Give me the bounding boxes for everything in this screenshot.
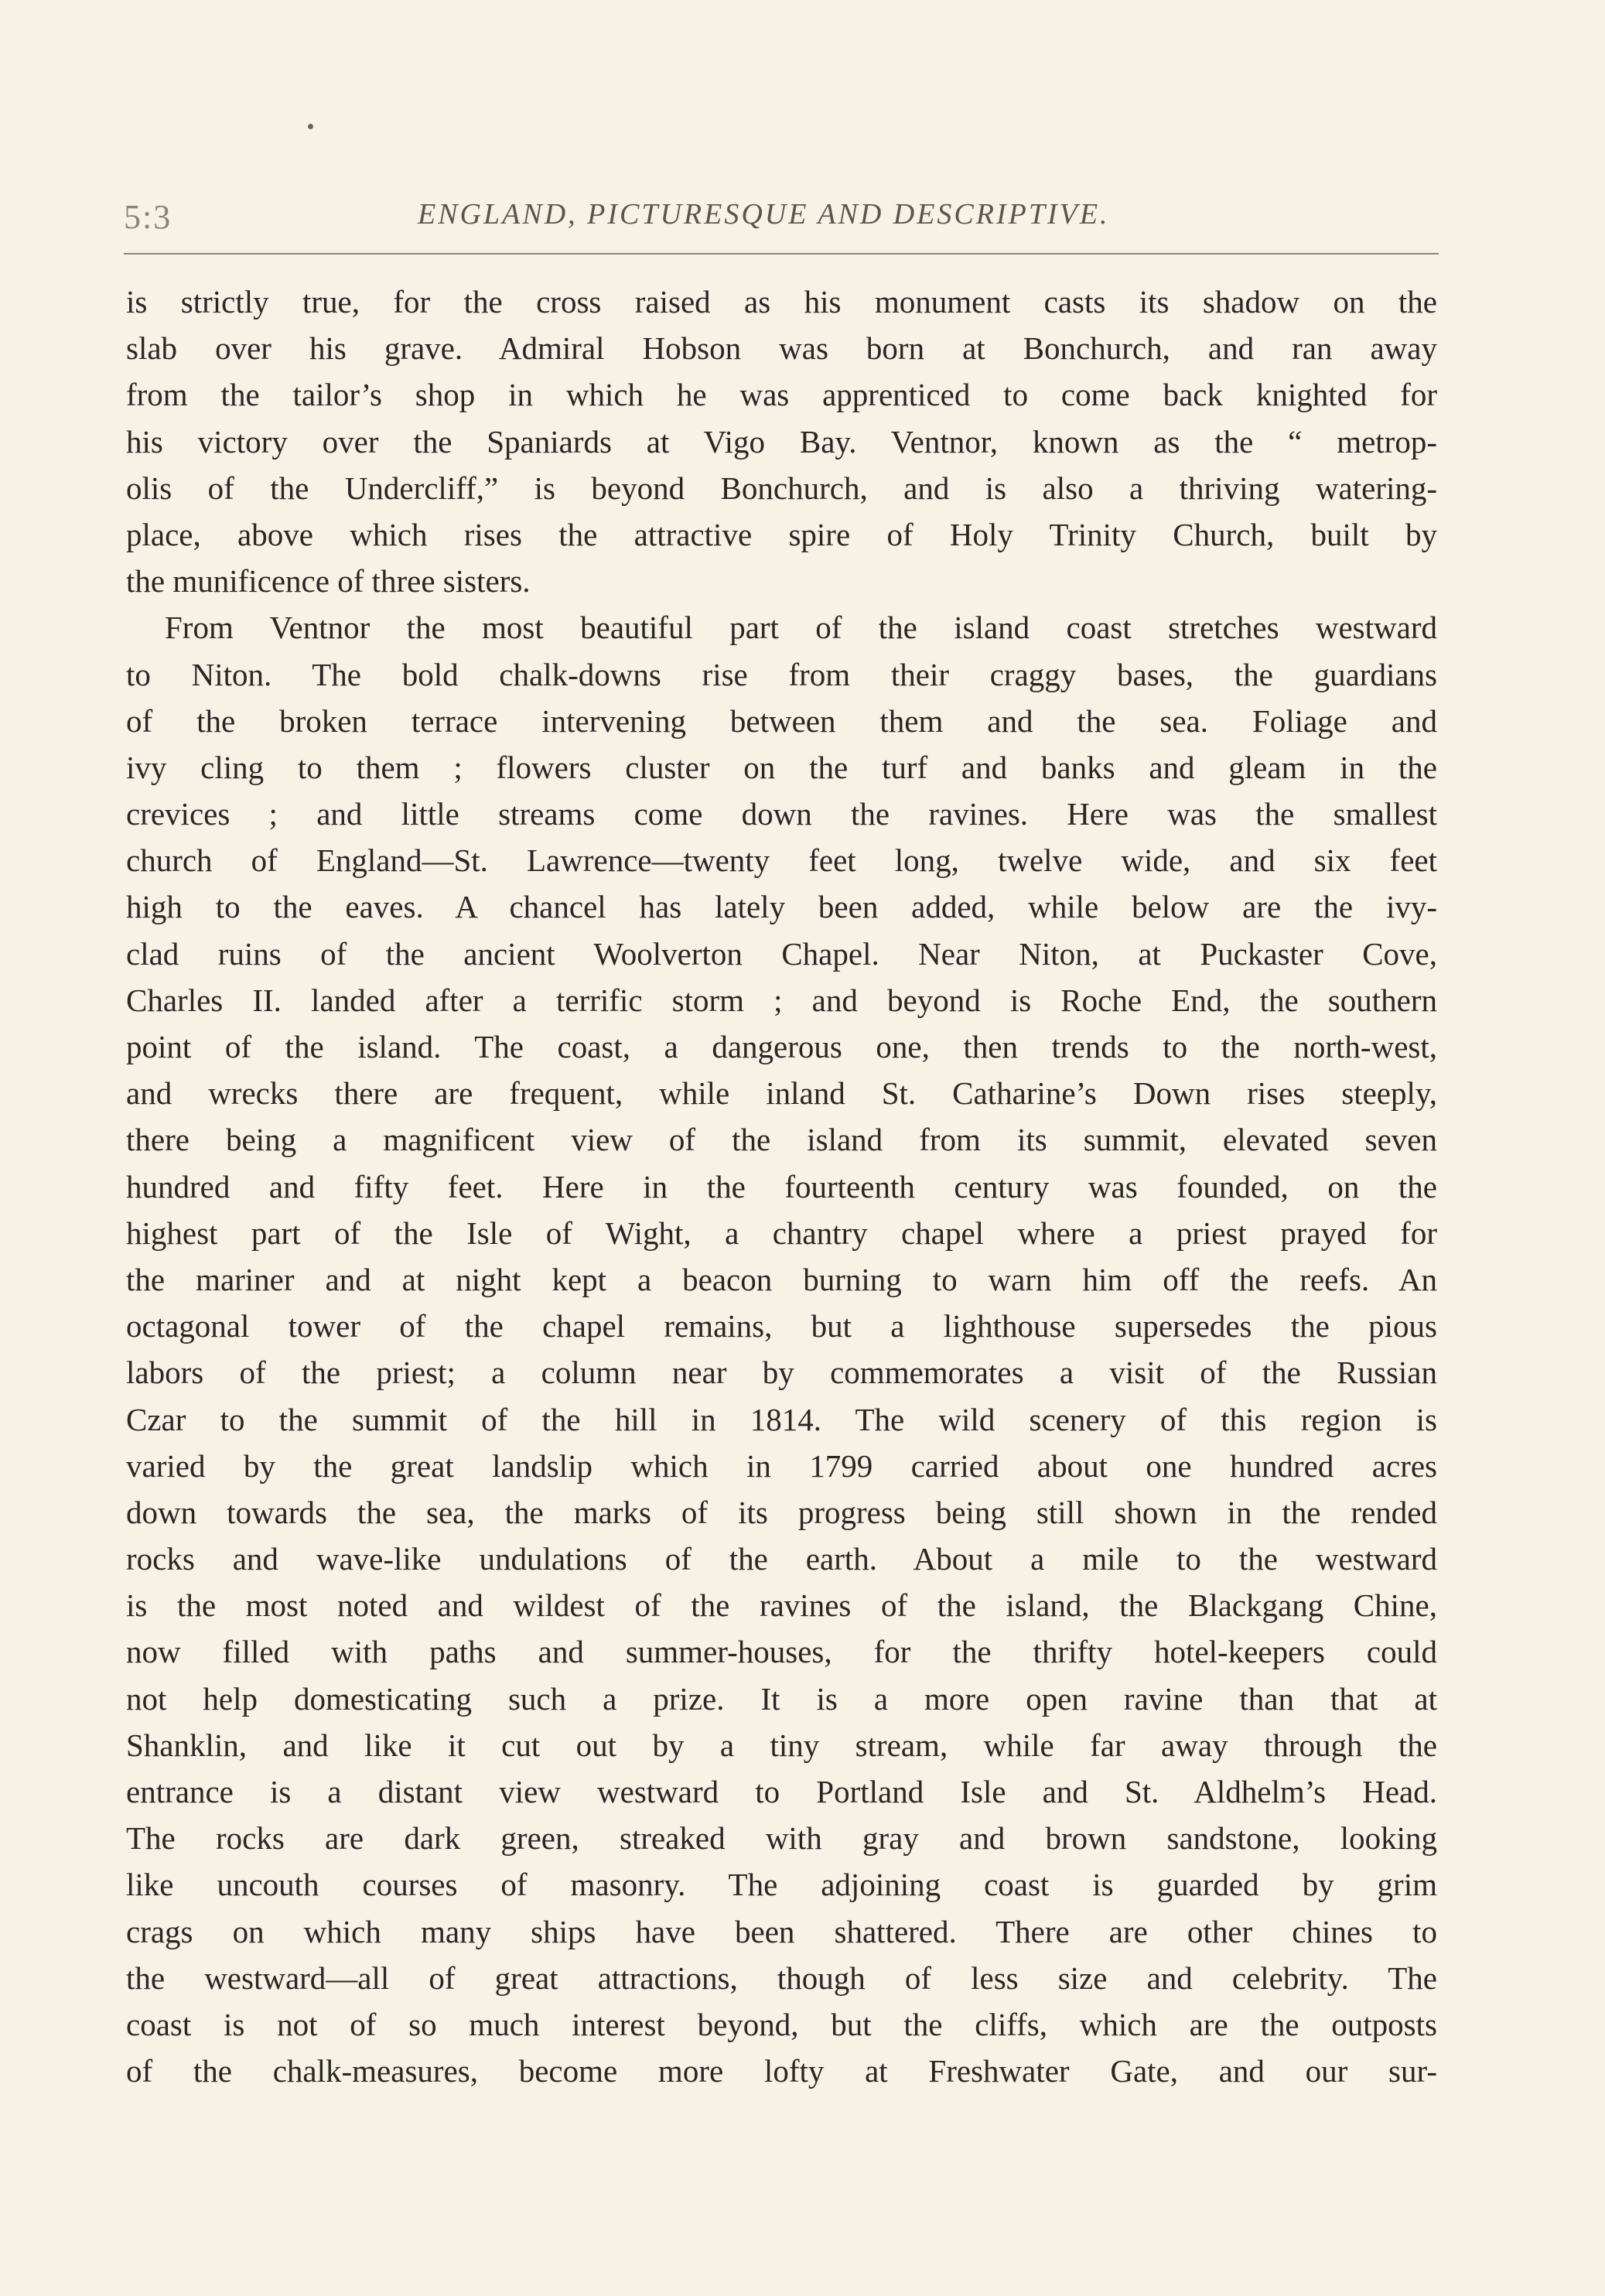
text-line: of the chalk-measures, become more lofty at Freshwater Gate, and our sur- xyxy=(126,2053,1437,2089)
text-line: highest part of the Isle of Wight, a chantry chapel where a priest prayed for xyxy=(126,1215,1437,1251)
text-line: clad ruins of the ancient Woolverton Chapel. Near Niton, at Puckaster Cove, xyxy=(126,935,1437,972)
text-line: down towards the sea, the marks of its progress being still shown in the rended xyxy=(126,1494,1437,1530)
text-line: coast is not of so much interest beyond, but the cliffs, which are the outposts xyxy=(126,2006,1437,2042)
text-line: crags on which many ships have been shattered. There are other chines to xyxy=(126,1913,1437,1949)
text-line: hundred and fifty feet. Here in the fourteenth century was founded, on the xyxy=(126,1168,1437,1204)
text-line: entrance is a distant view westward to Portland Isle and St. Aldhelm’s Head. xyxy=(126,1774,1437,1809)
text-line: olis of the Undercliff,” is beyond Bonchurch, and is also a thriving watering- xyxy=(126,470,1437,506)
text-line: Czar to the summit of the hill in 1814. The wild scenery of this region is xyxy=(126,1401,1437,1437)
text-line: crevices ; and little streams come down the ravines. Here was the smallest xyxy=(126,796,1437,832)
text-line: church of England—St. Lawrence—twenty feet long, twelve wide, and six feet xyxy=(126,842,1437,879)
text-line: The rocks are dark green, streaked with gray and brown sandstone, looking xyxy=(126,1820,1437,1857)
running-header xyxy=(124,197,1439,244)
text-line: to Niton. The bold chalk-downs rise from their craggy bases, the guardians xyxy=(126,656,1437,692)
text-line: not help domesticating such a prize. It is a more open ravine than that at xyxy=(126,1680,1437,1717)
paragraph-start-line: From Ventnor the most beautiful part of the island coast stretches westward xyxy=(165,610,1437,646)
body-text xyxy=(126,278,1437,2094)
text-line: like uncouth courses of masonry. The adjoining coast is guarded by grim xyxy=(126,1867,1437,1903)
text-line: rocks and wave-like undulations of the earth. About a mile to the westward xyxy=(126,1541,1437,1577)
text-line: ivy cling to them ; flowers cluster on the turf and banks and gleam in the xyxy=(126,749,1437,785)
text-line: is strictly true, for the cross raised as his monument casts its shadow on the xyxy=(126,284,1437,319)
text-line: labors of the priest; a column near by commemorates a visit of the Russian xyxy=(126,1355,1437,1391)
text-line: place, above which rises the attractive spire of Holy Trinity Church, built by xyxy=(126,516,1437,552)
text-line: his victory over the Spaniards at Vigo Bay. Ventnor, known as the “ metrop- xyxy=(126,423,1437,460)
text-line: Charles II. landed after a terrific storm ; and beyond is Roche End, the southern xyxy=(126,982,1437,1018)
running-title: ENGLAND, PICTURESQUE AND DESCRIPTIVE. xyxy=(418,198,1110,231)
ink-speck xyxy=(308,124,313,129)
header-rule xyxy=(124,253,1439,255)
text-line: varied by the great landslip which in 1799 carried about one hundred acres xyxy=(126,1447,1437,1484)
text-line: the mariner and at night kept a beacon burning to warn him off the reefs. An xyxy=(126,1261,1437,1297)
text-line: of the broken terrace intervening between them and the sea. Foliage and xyxy=(126,702,1437,739)
text-line: high to the eaves. A chancel has lately been added, while below are the ivy- xyxy=(126,889,1437,925)
text-line: the munificence of three sisters. xyxy=(126,563,531,600)
text-line: point of the island. The coast, a dangerous one, then trends to the north-west, xyxy=(126,1029,1437,1064)
text-line: there being a magnificent view of the island from its summit, elevated seven xyxy=(126,1122,1437,1158)
text-line: Shanklin, and like it cut out by a tiny stream, while far away through the xyxy=(126,1727,1437,1763)
text-line: and wrecks there are frequent, while inland St. Catharine’s Down rises steeply, xyxy=(126,1075,1437,1112)
text-line: octagonal tower of the chapel remains, but a lighthouse supersedes the pious xyxy=(126,1308,1437,1344)
text-line: the westward—all of great attractions, though of less size and celebrity. The xyxy=(126,1959,1437,1996)
text-line: is the most noted and wildest of the ravines of the island, the Blackgang Chine, xyxy=(126,1587,1437,1624)
text-line: slab over his grave. Admiral Hobson was born at Bonchurch, and ran away xyxy=(126,330,1437,367)
text-line: now filled with paths and summer-houses, for the thrifty hotel-keepers could xyxy=(126,1634,1437,1670)
page-number: 5:3 xyxy=(124,198,172,236)
text-line: from the tailor’s shop in which he was apprenticed to come back knighted for xyxy=(126,377,1437,413)
